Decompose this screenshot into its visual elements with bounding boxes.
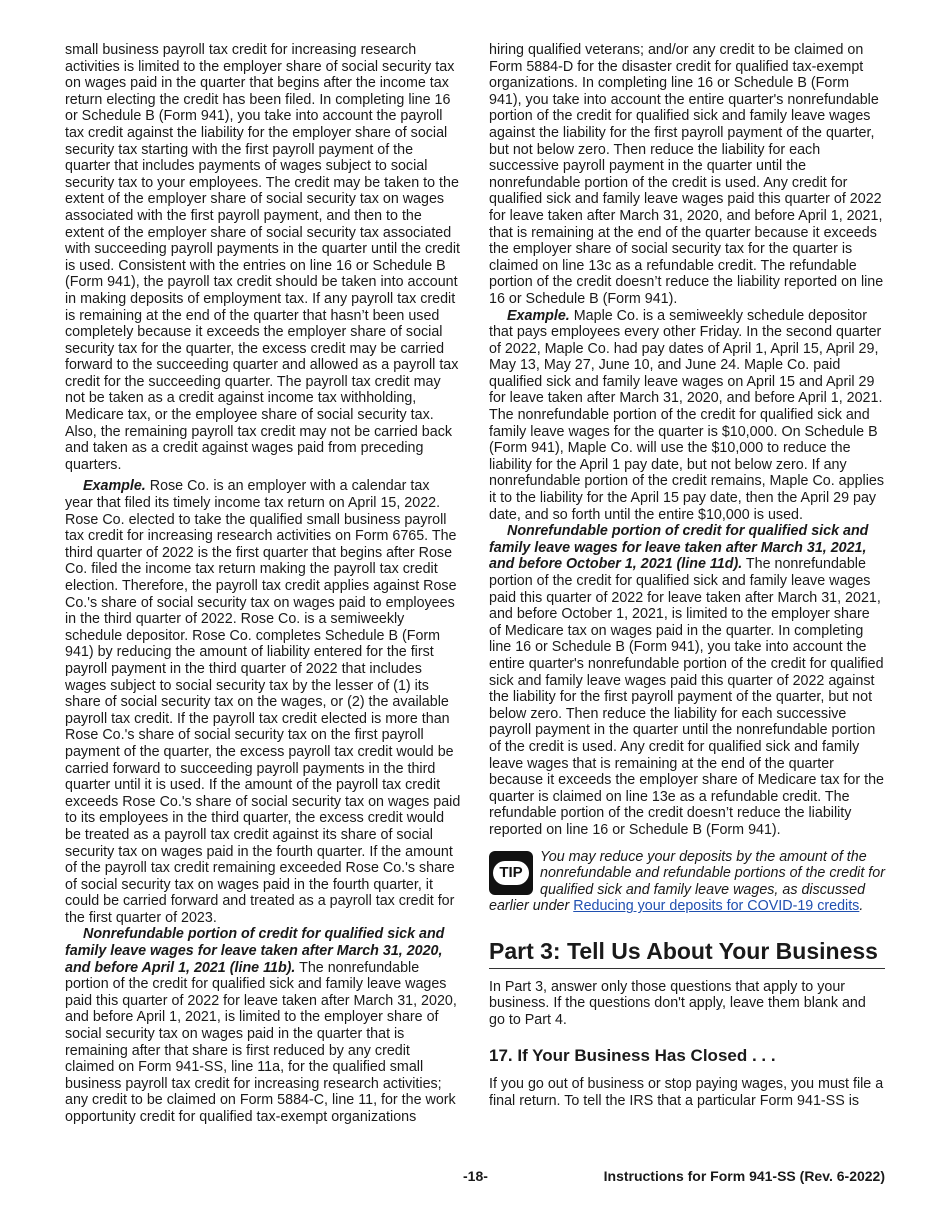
- right-paragraph-1: hiring qualified veterans; and/or any credit to be claimed on Form 5884-D for the disaster credit for qualified tax-exempt organizations. In completing line 16 or Schedule B (Form 941), you take into account the entire quarter's nonrefundable portion of the credit for qualified sick and family leave wages against the liability for the first payroll payment of the quarter, but not below zero. Then reduce the liability for each successive payroll payment in the quarter until the nonrefundable portion of the credit is used. Any credit for qualified sick and family leave wages paid this quarter of 2022 for leave taken after March 31, 2020, and before April 1, 2021, that is remaining at the end of the quarter because it exceeds the employer share of social security tax for the quarter is claimed on line 13c as a refundable credit. The refundable portion of the credit doesn’t reduce the liability reported on line 16 or Schedule B (Form 941).: [489, 42, 884, 307]
- tip-text: You may reduce your deposits by the amount of the nonrefundable and refundable portions of the credit for qualified sick and family leave wages, as discussed earlier under: [489, 848, 885, 915]
- covid-credits-link[interactable]: Reducing your deposits for COVID-19 credits: [573, 898, 860, 915]
- tip-box: [489, 849, 885, 917]
- left-paragraph-1: small business payroll tax credit for increasing research activities is limited to the employer share of social security tax on wages paid in the quarter that begins after the income tax return electing the credit has been filed. In completing line 16 or Schedule B (Form 941), you take into account the payroll tax credit against the liability for the employer share of social security tax starting with the first payroll payment of the quarter that includes payments of wages subject to social security tax to your employees. The credit may be taken to the extent of the employer share of social security tax on wages associated with the first payroll payment, and then to the extent of the employer share of social security tax associated with succeeding payroll payments in the quarter until the credit is used. Consistent with the entries on line 16 or Schedule B (Form 941), the payroll tax credit should be taken into account in making deposits of employment tax. If any payroll tax credit is remaining at the end of the quarter that hasn’t been used completely because it exceeds the employer share of social security tax for the quarter, the excess credit may be carried forward to the succeeding quarter and allowed as a payroll tax credit for the succeeding quarter. The payroll tax credit may not be taken as a credit against income tax withholding, Medicare tax, or the employee share of social security tax. Also, the remaining payroll tax credit may not be carried back and taken as a credit against wages paid from preceding quarters.: [65, 42, 460, 473]
- part-3-intro: In Part 3, answer only those questions that apply to your business. If the questions don't apply, leave them blank and go to Part 4.: [489, 978, 866, 1028]
- line-11d-heading: Nonrefundable portion of credit for qualified sick and family leave wages for leave taken after March 31, 2021, and before October 1, 2021 (line 11d).: [489, 523, 869, 573]
- line-11d-text: The nonrefundable portion of the credit for qualified sick and family leave wages paid this quarter of 2022 for leave taken after March 31, 2021, and before October 1, 2021, is limited to the employer share of Medicare tax on wages paid in the quarter. In completing line 16 or Schedule B (Form 941), you take into account the entire quarter's nonrefundable portion of the credit for qualified sick and family leave wages paid this quarter of 2022 against the liability for the first payroll payment of the quarter, but not below zero. Then reduce the liability for each successive payroll payment in the quarter until the nonrefundable portion of the credit is used. Any credit for qualified sick and family leave wages that is remaining at the end of the quarter because it exceeds the employer share of Medicare tax for the quarter is claimed on line 13e as a refundable credit. The refundable portion of the credit doesn’t reduce the liability reported on line 16 or Schedule B (Form 941).: [489, 556, 884, 838]
- question-17-text: If you go out of business or stop paying wages, you must file a final return. To tell the IRS that a particular Form 941-SS is: [489, 1076, 884, 1109]
- rose-co-example: [65, 478, 461, 926]
- example-text: Maple Co. is a semiweekly schedule depositor that pays employees every other Friday. In the second quarter of 2022, Maple Co. had pay dates of April 1, April 15, April 29, May 13, May 27, June 10, and June 24. Maple Co. paid qualified sick and family leave wages on April 15 and April 29 for leave taken after March 31, 2020, and before April 1, 2021. The nonrefundable portion of the credit for qualified sick and family leave wages for the quarter is $10,000. On Schedule B (Form 941), Maple Co. will use the $10,000 to reduce the liability for the April 1 pay date, but not below zero. If any nonrefundable portion of the credit remains, Maple Co. applies it to the liability for the April 15 pay date, then the April 29 pay date, and so forth until the entire $10,000 is used.: [489, 307, 884, 523]
- example-label: Example.: [507, 307, 570, 324]
- part-3-heading: Part 3: Tell Us About Your Business: [489, 937, 885, 969]
- tip-icon: [489, 851, 533, 895]
- example-text: Rose Co. is an employer with a calendar tax year that filed its timely income tax return on April 15, 2022. Rose Co. elected to take the qualified small business payroll tax credit for increasing research activities on Form 6765. The third quarter of 2022 is the first quarter that begins after Rose Co. filed the income tax return making the payroll tax credit election. Therefore, the payroll tax credit applies against Rose Co.'s share of social security tax on wages paid to employees in the third quarter of 2022. Rose Co. is a semiweekly schedule depositor. Rose Co. completes Schedule B (Form 941) by reducing the amount of liability entered for the first payroll payment in the third quarter of 2022 that includes wages subject to social security tax by the lesser of (1) its share of social security tax on the wages, or (2) the available payroll tax credit. If the payroll tax credit elected is more than Rose Co.'s share of social security tax on the first payroll payment of the quarter, the excess payroll tax credit would be carried forward to succeeding payroll payments in the third quarter until it is used. If the amount of the payroll tax credit exceeds Rose Co.'s share of social security tax on wages paid to its employees in the third quarter, the excess credit would be treated as a payroll tax credit against its share of social security tax on wages paid in the fourth quarter. If the amount of the payroll tax credit remaining exceeded Rose Co.'s share of social security tax on wages paid in the fourth quarter, it could be carried forward and treated as a payroll tax credit for the first quarter of 2023.: [65, 478, 461, 926]
- line-11b-section: [65, 926, 461, 1125]
- tip-badge-label: TIP: [493, 861, 529, 885]
- line-11b-text: The nonrefundable portion of the credit for qualified sick and family leave wages paid this quarter of 2022 for leave taken after March 31, 2020, and before April 1, 2021, is limited to the employer share of social security tax on wages paid in the quarter that is remaining after that share is first reduced by any credit claimed on Form 941-SS, line 11a, for the qualified small business payroll tax credit for increasing research activities; any credit to be claimed on Form 5884-C, line 11, for the work opportunity credit for qualified tax-exempt organizations: [65, 959, 457, 1125]
- maple-co-example: [489, 308, 885, 524]
- left-column: [65, 42, 461, 1126]
- line-11b-heading: Nonrefundable portion of credit for qualified sick and family leave wages for leave taken after March 31, 2020, and before April 1, 2021 (line 11b).: [65, 926, 445, 976]
- right-column: [489, 42, 885, 1109]
- example-label: Example.: [83, 478, 146, 495]
- question-17-heading: 17. If Your Business Has Closed . . .: [489, 1046, 776, 1066]
- tip-end: .: [859, 898, 864, 915]
- page-number: -18-: [463, 1168, 488, 1184]
- line-11d-section: [489, 523, 885, 838]
- document-title: Instructions for Form 941-SS (Rev. 6-2022): [603, 1168, 885, 1184]
